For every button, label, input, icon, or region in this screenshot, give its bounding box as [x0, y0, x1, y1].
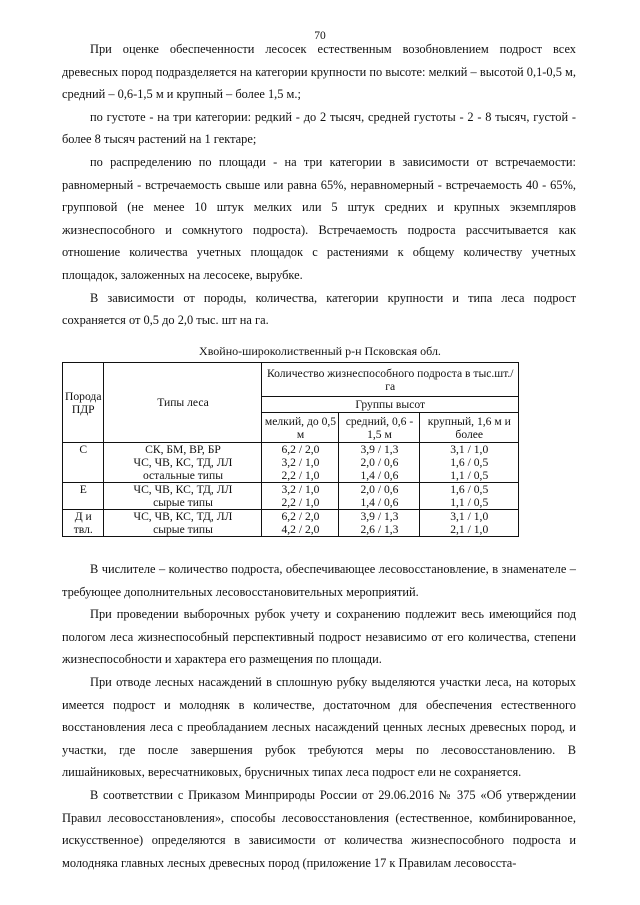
table-row [63, 483, 519, 497]
intro-text [62, 38, 576, 332]
body-text [62, 558, 576, 874]
cell-medium: 3,9 / 1,3 [339, 510, 420, 524]
header-quantity: Количество жизнеспособного подроста в тыс.шт./га [262, 363, 519, 397]
table-row [63, 456, 519, 469]
cell-type: ЧС, ЧВ, КС, ТД, ЛЛ [104, 456, 262, 469]
undergrowth-table [62, 362, 519, 537]
cell-species: С [63, 443, 104, 457]
cell-medium: 3,9 / 1,3 [339, 443, 420, 457]
table-caption: Хвойно-широколиственный р-н Псковская обл. [199, 344, 441, 358]
cell-large: 2,1 / 1,0 [420, 523, 519, 537]
cell-species: Д и [63, 510, 104, 524]
header-medium: средний, 0,6 - 1,5 м [339, 413, 420, 443]
cell-medium: 1,4 / 0,6 [339, 469, 420, 483]
cell-species [63, 456, 104, 469]
table-row [63, 510, 519, 524]
cell-type: сырые типы [104, 496, 262, 510]
cell-large: 3,1 / 1,0 [420, 443, 519, 457]
table-row [63, 469, 519, 483]
cell-large: 1,6 / 0,5 [420, 456, 519, 469]
cell-type: сырые типы [104, 523, 262, 537]
paragraph: В соответствии с Приказом Минприроды России от 29.06.2016 № 375 «Об утверждении Правил лесовосстановления», способы лесовосстановления (естественное, комбинированное, искусственное) определяются в зависимости от количества жизнеспособного подроста и молодняка главных лесных древесных пород (приложение 17 к Правилам лесовосста- [62, 787, 576, 870]
table-row [63, 523, 519, 537]
cell-medium: 2,0 / 0,6 [339, 483, 420, 497]
cell-small: 3,2 / 1,0 [262, 483, 339, 497]
cell-medium: 2,6 / 1,3 [339, 523, 420, 537]
cell-small: 6,2 / 2,0 [262, 510, 339, 524]
cell-species [63, 469, 104, 483]
cell-species: Е [63, 483, 104, 497]
cell-type: ЧС, ЧВ, КС, ТД, ЛЛ [104, 483, 262, 497]
cell-small: 2,2 / 1,0 [262, 496, 339, 510]
cell-small: 3,2 / 1,0 [262, 456, 339, 469]
cell-medium: 1,4 / 0,6 [339, 496, 420, 510]
header-small: мелкий, до 0,5 м [262, 413, 339, 443]
paragraph: При отводе лесных насаждений в сплошную рубку выделяются участки леса, на которых имеется подрост и молодняк в количестве, достаточном для обеспечения естественного восстановления леса с преобладанием лесных насаждений ценных лесных древесных пород, и участки, где после завершения рубок требуются меры по лесовосстановлению. В лишайниковых, вересчатниковых, брусничных типах леса подрост ели не сохраняется. [62, 674, 576, 780]
cell-type: остальные типы [104, 469, 262, 483]
cell-large: 1,1 / 0,5 [420, 469, 519, 483]
header-species: Порода ПДР [63, 363, 104, 443]
paragraph: В числителе – количество подроста, обеспечивающее лесовосстановление, в знаменателе – требующее дополнительных лесовосстановительных мероприятий. [62, 562, 576, 599]
page-number: 70 [314, 30, 326, 42]
cell-large: 3,1 / 1,0 [420, 510, 519, 524]
header-height-groups: Группы высот [262, 397, 519, 413]
paragraph: При оценке обеспеченности лесосек естественным возобновлением подрост всех древесных пород подразделяется на категории крупности по высоте: мелкий – высотой 0,1-0,5 м, средний – 0,6-1,5 м и крупный – более 1,5 м.; [62, 42, 576, 102]
header-forest-types: Типы леса [104, 363, 262, 443]
cell-type: СК, БМ, ВР, БР [104, 443, 262, 457]
cell-medium: 2,0 / 0,6 [339, 456, 420, 469]
cell-small: 2,2 / 1,0 [262, 469, 339, 483]
paragraph: по густоте - на три категории: редкий - до 2 тысяч, средней густоты - 2 - 8 тысяч, густой - более 8 тысяч растений на 1 гектаре; [62, 109, 576, 147]
header-large: крупный, 1,6 м и более [420, 413, 519, 443]
paragraph: по распределению по площади - на три категории в зависимости от встречаемости: равномерный - встречаемость свыше или равна 65%, неравномерный - встречаемость 40 - 65%, групповой (не менее 10 штук мелких или 5 штук средних и крупных экземпляров жизнеспособного и сомкнутого подроста). Встречаемость подроста рассчитывается как отношение количества учетных площадок с растениями к общему количеству учетных площадок, заложенных на лесосеке, вырубке. [62, 154, 576, 282]
cell-large: 1,1 / 0,5 [420, 496, 519, 510]
cell-large: 1,6 / 0,5 [420, 483, 519, 497]
cell-species [63, 496, 104, 510]
cell-type: ЧС, ЧВ, КС, ТД, ЛЛ [104, 510, 262, 524]
cell-species: твл. [63, 523, 104, 537]
paragraph: При проведении выборочных рубок учету и сохранению подлежит весь имеющийся под пологом леса жизнеспособный перспективный подрост независимо от его количества, степени жизнеспособности и характера его размещения по площади. [62, 607, 576, 667]
cell-small: 4,2 / 2,0 [262, 523, 339, 537]
table-row [63, 443, 519, 457]
table-row [63, 496, 519, 510]
cell-small: 6,2 / 2,0 [262, 443, 339, 457]
paragraph: В зависимости от породы, количества, категории крупности и типа леса подрост сохраняется от 0,5 до 2,0 тыс. шт на га. [62, 290, 576, 328]
